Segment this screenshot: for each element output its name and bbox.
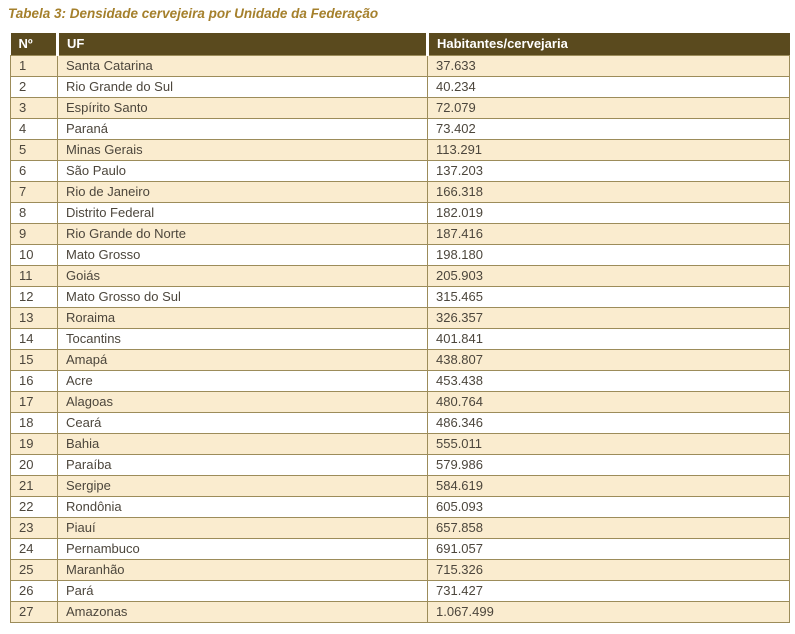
table-body [11,55,790,622]
table-row [11,139,790,160]
habitantes-cervejaria-cell: 584.619 [428,475,790,496]
uf-cell: Rio Grande do Sul [58,76,428,97]
row-number-cell: 9 [11,223,58,244]
uf-cell: Rio Grande do Norte [58,223,428,244]
header-row [11,33,790,55]
uf-cell: São Paulo [58,160,428,181]
table-row [11,559,790,580]
uf-cell: Acre [58,370,428,391]
row-number-cell: 14 [11,328,58,349]
row-number-cell: 3 [11,97,58,118]
row-number-cell: 19 [11,433,58,454]
row-number-cell: 18 [11,412,58,433]
uf-cell: Paraná [58,118,428,139]
habitantes-cervejaria-cell: 480.764 [428,391,790,412]
row-number-cell: 22 [11,496,58,517]
habitantes-cervejaria-cell: 691.057 [428,538,790,559]
uf-cell: Mato Grosso [58,244,428,265]
row-number-cell: 1 [11,55,58,76]
table-row [11,181,790,202]
uf-cell: Bahia [58,433,428,454]
habitantes-cervejaria-cell: 315.465 [428,286,790,307]
uf-cell: Minas Gerais [58,139,428,160]
table-row [11,55,790,76]
table-row [11,601,790,622]
table-row [11,412,790,433]
row-number-cell: 7 [11,181,58,202]
table-row [11,118,790,139]
uf-cell: Piauí [58,517,428,538]
uf-cell: Maranhão [58,559,428,580]
uf-cell: Amazonas [58,601,428,622]
row-number-cell: 12 [11,286,58,307]
column-header-habitantes-cervejaria: Habitantes/cervejaria [428,33,790,55]
habitantes-cervejaria-cell: 205.903 [428,265,790,286]
row-number-cell: 23 [11,517,58,538]
habitantes-cervejaria-cell: 555.011 [428,433,790,454]
row-number-cell: 20 [11,454,58,475]
row-number-cell: 24 [11,538,58,559]
habitantes-cervejaria-cell: 72.079 [428,97,790,118]
row-number-cell: 26 [11,580,58,601]
uf-cell: Paraíba [58,454,428,475]
uf-cell: Rondônia [58,496,428,517]
habitantes-cervejaria-cell: 182.019 [428,202,790,223]
uf-cell: Espírito Santo [58,97,428,118]
habitantes-cervejaria-cell: 486.346 [428,412,790,433]
table-row [11,580,790,601]
habitantes-cervejaria-cell: 113.291 [428,139,790,160]
table-row [11,223,790,244]
uf-cell: Santa Catarina [58,55,428,76]
habitantes-cervejaria-cell: 1.067.499 [428,601,790,622]
row-number-cell: 8 [11,202,58,223]
habitantes-cervejaria-cell: 657.858 [428,517,790,538]
column-header-number: Nº [11,33,58,55]
table-row [11,538,790,559]
table-row [11,76,790,97]
row-number-cell: 11 [11,265,58,286]
habitantes-cervejaria-cell: 40.234 [428,76,790,97]
uf-cell: Roraima [58,307,428,328]
uf-cell: Tocantins [58,328,428,349]
uf-cell: Ceará [58,412,428,433]
table-row [11,370,790,391]
table-row [11,97,790,118]
table-title: Tabela 3: Densidade cervejeira por Unidade da Federação [8,6,379,21]
table-row [11,265,790,286]
row-number-cell: 13 [11,307,58,328]
uf-cell: Pernambuco [58,538,428,559]
habitantes-cervejaria-cell: 579.986 [428,454,790,475]
uf-cell: Alagoas [58,391,428,412]
uf-cell: Rio de Janeiro [58,181,428,202]
table-row [11,328,790,349]
row-number-cell: 10 [11,244,58,265]
row-number-cell: 27 [11,601,58,622]
habitantes-cervejaria-cell: 37.633 [428,55,790,76]
habitantes-cervejaria-cell: 198.180 [428,244,790,265]
uf-cell: Pará [58,580,428,601]
habitantes-cervejaria-cell: 166.318 [428,181,790,202]
row-number-cell: 4 [11,118,58,139]
table-row [11,475,790,496]
habitantes-cervejaria-cell: 453.438 [428,370,790,391]
table-row [11,433,790,454]
table-row [11,160,790,181]
row-number-cell: 6 [11,160,58,181]
table-row [11,286,790,307]
row-number-cell: 5 [11,139,58,160]
habitantes-cervejaria-cell: 715.326 [428,559,790,580]
uf-cell: Mato Grosso do Sul [58,286,428,307]
table-row [11,517,790,538]
table-row [11,496,790,517]
table-row [11,202,790,223]
habitantes-cervejaria-cell: 401.841 [428,328,790,349]
habitantes-cervejaria-cell: 137.203 [428,160,790,181]
habitantes-cervejaria-cell: 73.402 [428,118,790,139]
table-row [11,391,790,412]
table-row [11,454,790,475]
row-number-cell: 17 [11,391,58,412]
table-row [11,244,790,265]
row-number-cell: 21 [11,475,58,496]
table-row [11,349,790,370]
table-row [11,307,790,328]
row-number-cell: 25 [11,559,58,580]
column-header-uf: UF [58,33,428,55]
habitantes-cervejaria-cell: 438.807 [428,349,790,370]
habitantes-cervejaria-cell: 605.093 [428,496,790,517]
habitantes-cervejaria-cell: 326.357 [428,307,790,328]
uf-cell: Amapá [58,349,428,370]
uf-cell: Sergipe [58,475,428,496]
habitantes-cervejaria-cell: 187.416 [428,223,790,244]
habitantes-cervejaria-cell: 731.427 [428,580,790,601]
uf-cell: Goiás [58,265,428,286]
row-number-cell: 2 [11,76,58,97]
density-table [10,33,790,623]
row-number-cell: 16 [11,370,58,391]
uf-cell: Distrito Federal [58,202,428,223]
table-header [11,33,790,55]
row-number-cell: 15 [11,349,58,370]
